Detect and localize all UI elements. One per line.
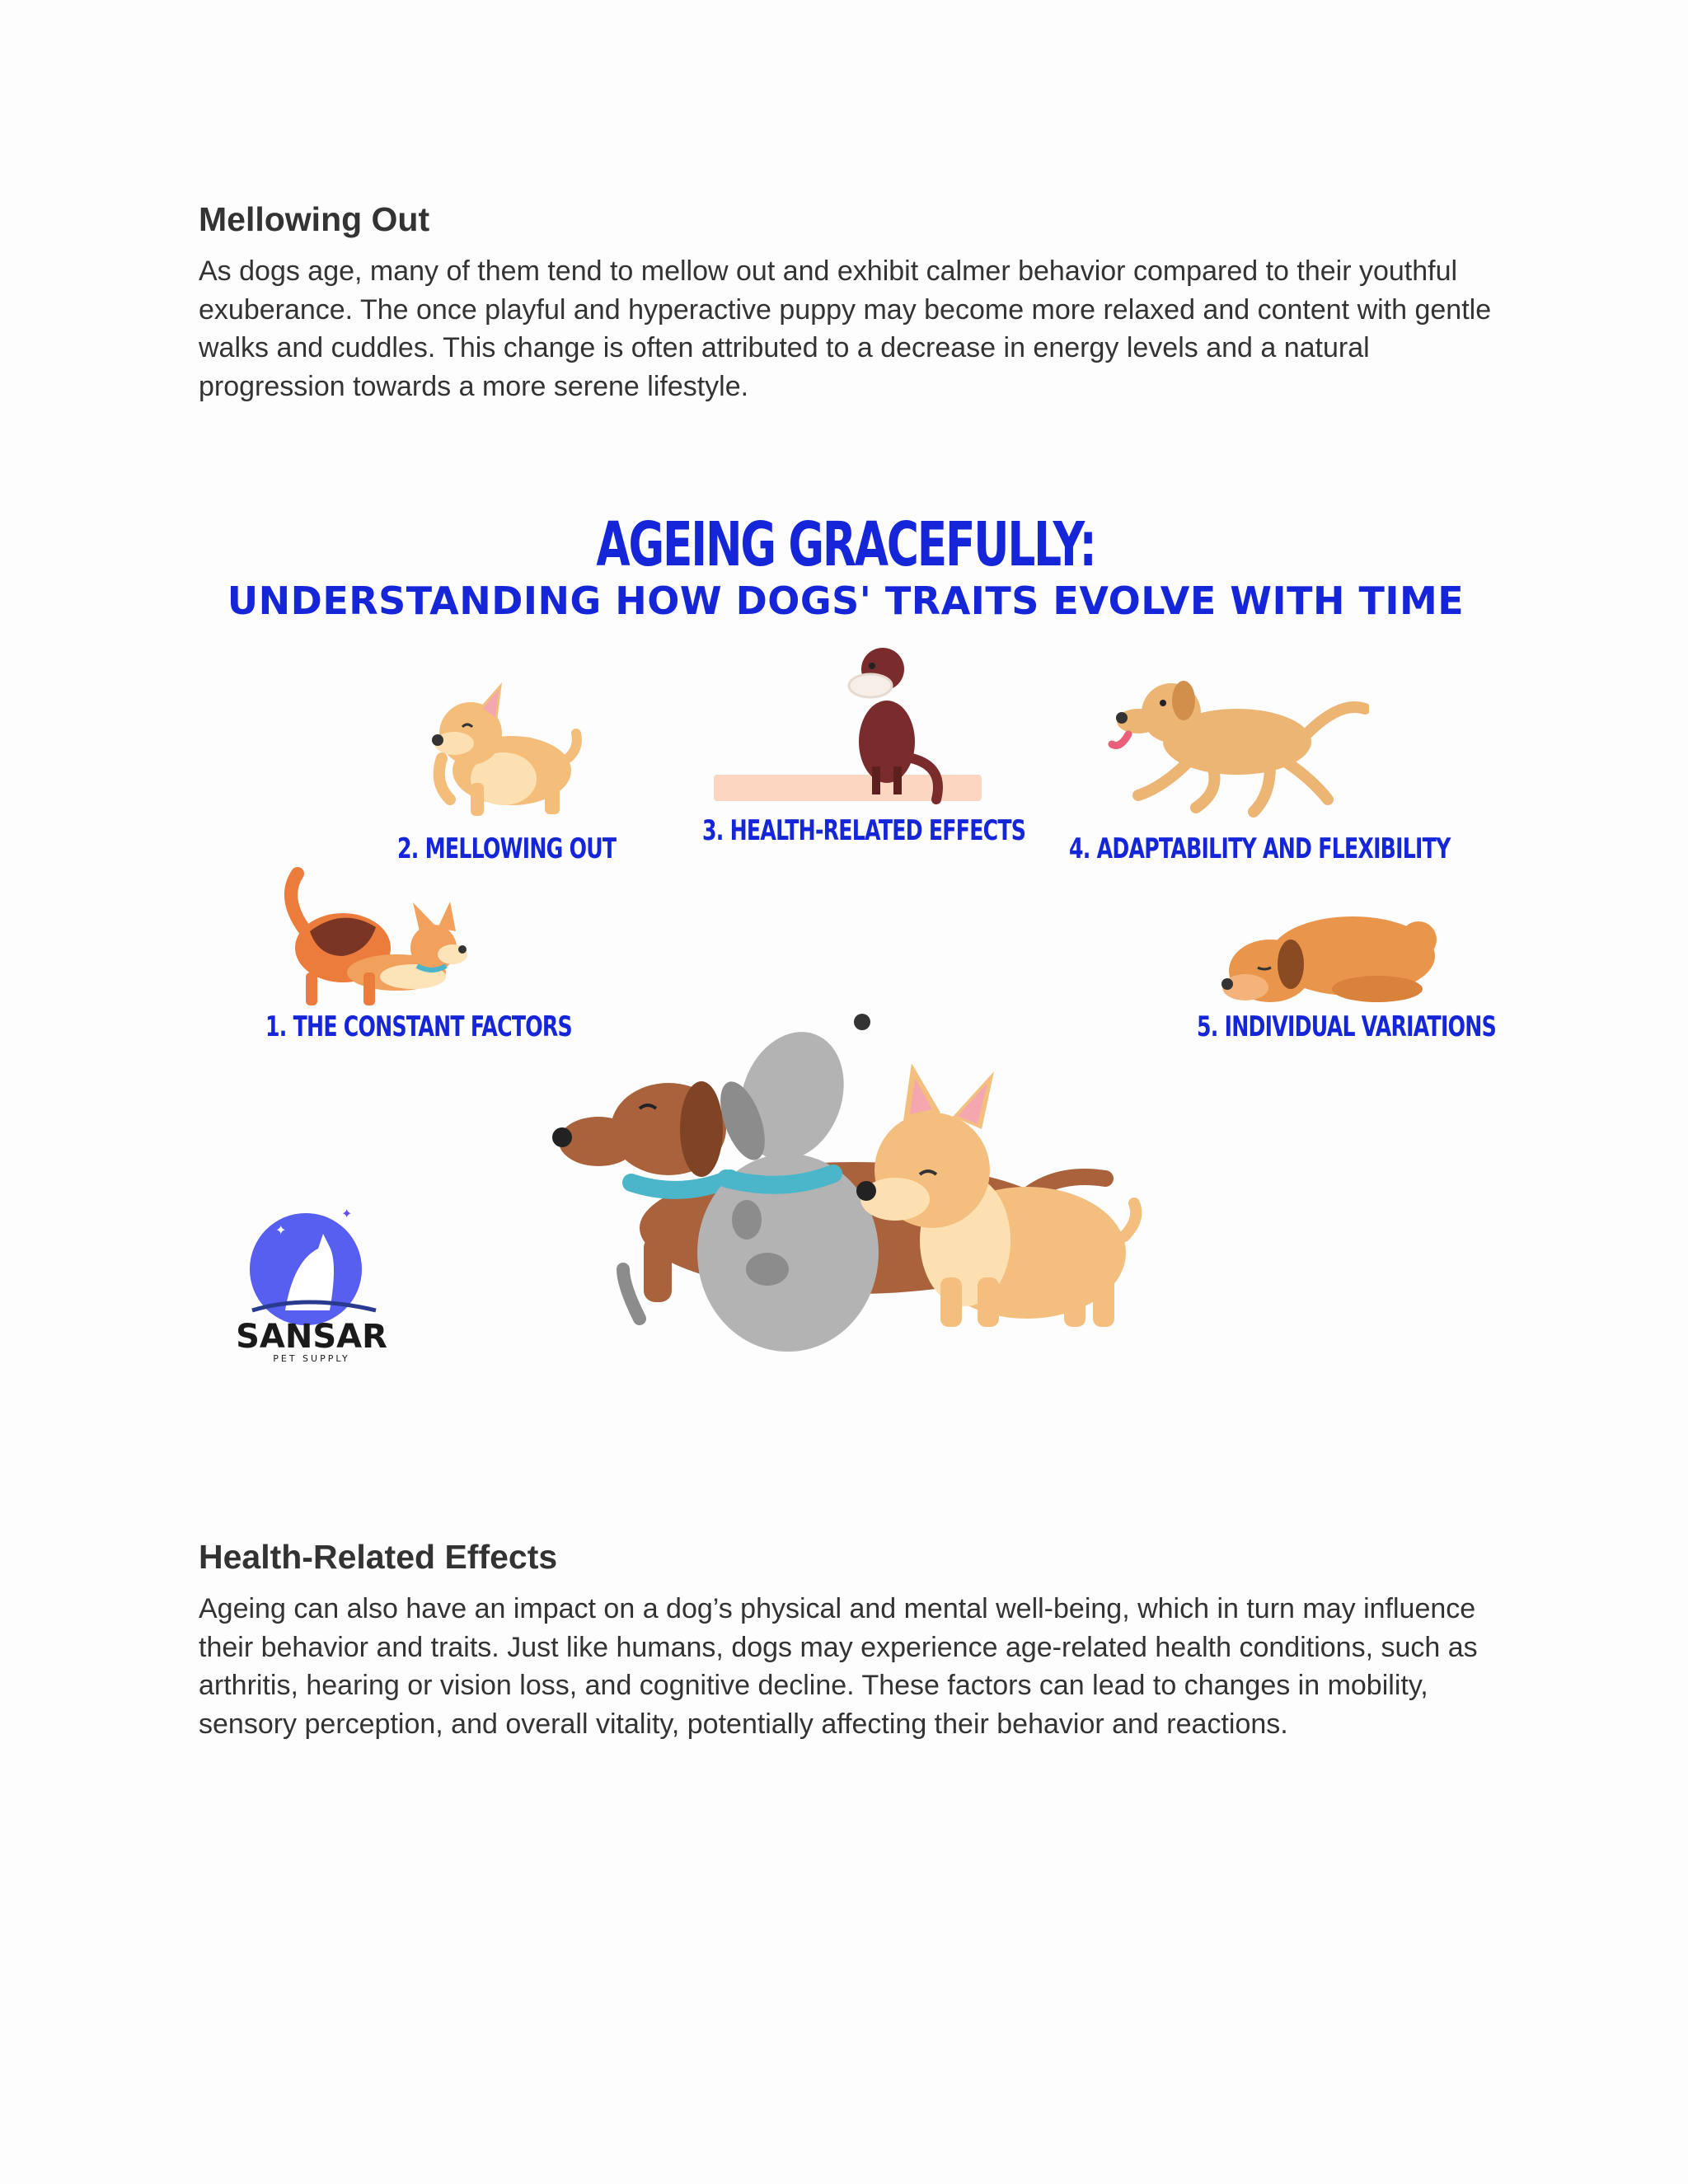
sansar-logo-icon — [236, 1203, 392, 1368]
infographic-subtitle: UNDERSTANDING HOW DOGS' TRAITS EVOLVE WITH TIME — [227, 579, 1465, 623]
infographic-title: AGEING GRACEFULLY: — [596, 509, 1095, 580]
step-3-label: 3. HEALTH-RELATED EFFECTS — [702, 814, 1026, 847]
svg-text:SANSAR: SANSAR — [236, 1318, 387, 1356]
section-mellowing-out — [199, 198, 1493, 405]
step-2-label: 2. MELLOWING OUT — [397, 832, 617, 865]
step-1-label: 1. THE CONSTANT FACTORS — [265, 1010, 572, 1043]
ageing-infographic — [199, 478, 1496, 1409]
section-heading: Health-Related Effects — [199, 1538, 558, 1576]
section-paragraph: Ageing can also have an impact on a dog’s physical and mental well-being, which in turn may influence their behavior and traits. Just like humans, dogs may experience age-related health conditions, such as arthritis, hearing or vision loss, and cognitive decline. These factors can lead to changes in mobility, sensory perception, and overall vitality, potentially affecting their behavior and reactions. — [199, 1593, 1478, 1740]
golden-retriever-running-icon — [1105, 663, 1369, 828]
section-paragraph: As dogs age, many of them tend to mellow out and exhibit calmer behavior compared to their youthful exuberance. The once playful and hyperactive puppy may become more relaxed and content with gentle walks and cuddles. This change is often attributed to a decrease in energy levels and a natural progression towards a more serene lifestyle. — [199, 255, 1492, 402]
dog-lying-down-icon — [1212, 898, 1443, 1014]
svg-text:✦: ✦ — [341, 1206, 353, 1221]
corgi-bowing-icon — [281, 857, 487, 1014]
step-4-label: 4. ADAPTABILITY AND FLEXIBILITY — [1069, 832, 1451, 865]
svg-text:PET SUPPLY: PET SUPPLY — [273, 1353, 350, 1364]
section-health-related-effects — [199, 1535, 1493, 1743]
corgi-sitting-icon — [405, 676, 586, 824]
three-dogs-group-icon — [549, 1005, 1192, 1352]
section-heading: Mellowing Out — [199, 200, 430, 238]
step-5-label: 5. INDIVIDUAL VARIATIONS — [1197, 1010, 1496, 1043]
svg-text:✦: ✦ — [275, 1222, 287, 1238]
old-dog-with-cone-icon — [714, 635, 994, 816]
